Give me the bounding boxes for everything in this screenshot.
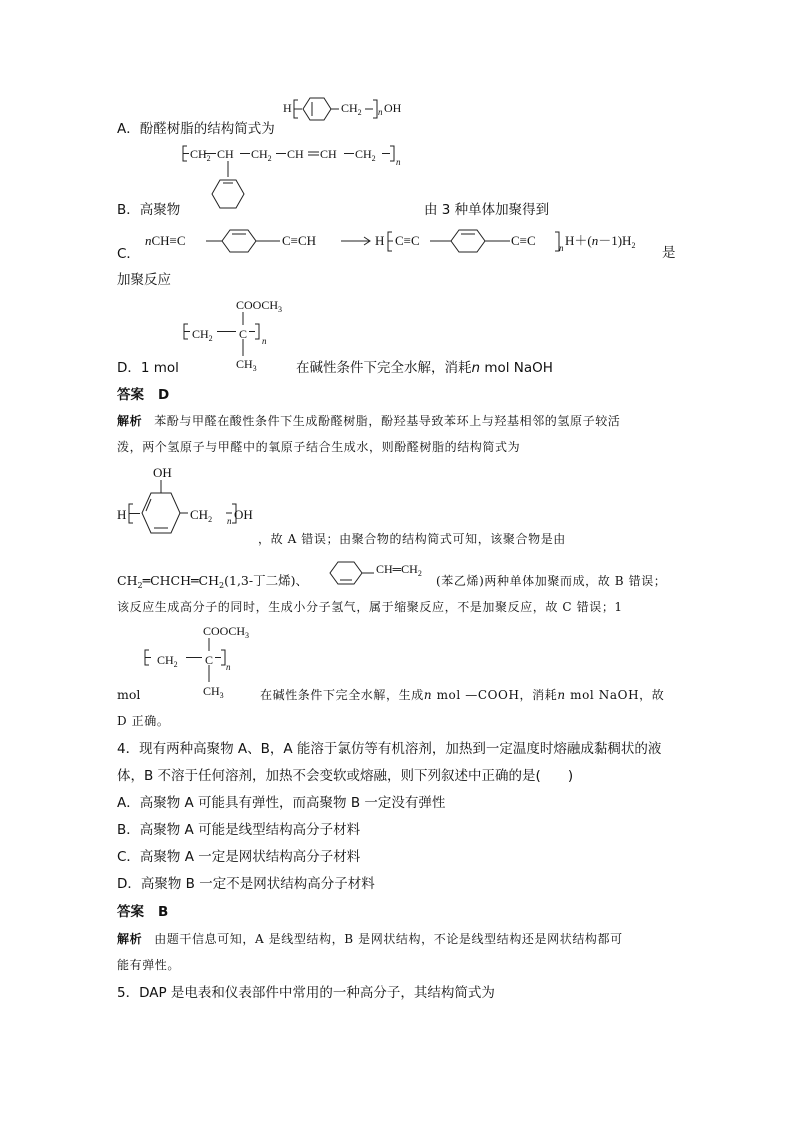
bd-name: (1,3-丁二烯)、	[224, 573, 308, 588]
q5-stem: 5．DAP 是电表和仪表部件中常用的一种高分子，其结构简式为	[117, 985, 495, 1001]
ch-text: CH	[341, 101, 358, 115]
b-chain	[190, 147, 211, 166]
h-text: H	[375, 233, 385, 248]
option-b-label: B．高聚物	[117, 202, 181, 218]
q4-stem-line2: 体，B 不溶于任何溶剂，加热不会变软或熔融，则下列叙述中正确的是( )	[117, 768, 574, 784]
ch-text: CH	[190, 147, 207, 161]
styrene-chain	[376, 562, 422, 581]
n-sub: n	[226, 662, 231, 672]
exp-oh-top: OH	[153, 465, 172, 480]
sub-two: 2	[371, 154, 376, 163]
c-right-text: C≡CH	[282, 233, 317, 248]
ch-text: CH	[217, 147, 234, 161]
c-right-text: C≡C	[511, 233, 536, 248]
n-coeff: n	[145, 233, 152, 248]
oh-text: OH	[384, 101, 402, 115]
line6b: mol —COOH，消耗	[432, 688, 558, 702]
q4-option-b: B．高聚物 A 可能是线型结构高分子材料	[117, 822, 361, 838]
c-left-text: C≡C	[395, 233, 420, 248]
formula-oh-a	[384, 101, 401, 115]
ch-text: CH	[203, 684, 220, 698]
answer-label: 答案	[117, 387, 144, 403]
option-d-tail	[296, 360, 553, 376]
c-text: C	[239, 327, 248, 341]
c-reactant-right	[282, 234, 316, 248]
ch-text: CH	[355, 147, 372, 161]
tail-n: n	[471, 360, 481, 376]
styrene-ch: CH═CH	[376, 562, 418, 576]
d-ch3	[236, 357, 257, 376]
exp2-ch2	[157, 653, 178, 672]
tail2: mol NaOH	[480, 360, 553, 376]
exp-oh: OH	[234, 507, 253, 522]
q4-stem-line1: 4．现有两种高聚物 A、B，A 能溶于氯仿等有机溶剂，加热到一定温度时熔融成黏稠状的液	[117, 741, 662, 757]
b-ch1	[217, 147, 234, 161]
exp-label: 解析	[117, 414, 143, 428]
answer-1	[117, 387, 169, 403]
line6-n1: n	[423, 688, 433, 702]
c-reactant-left	[145, 234, 186, 248]
explanation-1-line2: 泼，两个氢原子与甲醛中的氧原子结合生成水，则酚醛树脂的结构简式为	[117, 440, 521, 454]
option-b-tail: 由 3 种单体加聚得到	[424, 202, 550, 218]
option-d-label: D．1 mol	[117, 360, 179, 376]
explanation-1-line6	[260, 687, 664, 703]
sub-two: 2	[357, 108, 362, 117]
formula-n-a	[378, 104, 383, 119]
minus-text: －1)H	[598, 233, 632, 248]
n-sub: n	[559, 243, 564, 253]
sub-two: 2	[267, 154, 272, 163]
formula-h: H	[283, 101, 292, 115]
q4-option-c: C．高聚物 A 一定是网状结构高分子材料	[117, 849, 361, 865]
explanation-1-butadiene	[117, 573, 308, 594]
option-c-line2: 加聚反应	[117, 272, 171, 288]
c-product-right	[511, 234, 536, 248]
c-shi: 是	[662, 245, 676, 261]
exp-mol: mol	[117, 687, 141, 702]
exp2-ch3	[203, 684, 224, 703]
answer-label: 答案	[117, 904, 144, 920]
phenol-resin-formula-a	[283, 101, 292, 115]
answer-value: D	[158, 387, 170, 403]
explanation-4-line2: 能有弹性。	[117, 958, 181, 972]
sub-two: 2	[206, 154, 211, 163]
d-ch2	[192, 327, 213, 346]
exp2-c: C	[205, 653, 214, 667]
c-product-left	[395, 234, 420, 248]
line6c: mol NaOH，故	[565, 688, 665, 702]
n-sub: n	[378, 107, 383, 117]
ch-text: CH	[157, 653, 174, 667]
exp-ch2	[190, 508, 212, 527]
c-product-tail	[565, 234, 635, 253]
c-product-n	[559, 240, 564, 255]
sub-three: 3	[252, 364, 257, 373]
sub-two: 2	[208, 334, 213, 343]
line6-n2: n	[557, 688, 566, 702]
answer-4	[117, 904, 168, 920]
c-product-h	[375, 234, 384, 248]
cooch-text: COOCH	[203, 624, 246, 638]
q4-option-d: D．高聚物 B 一定不是网状结构高分子材料	[117, 876, 375, 892]
sub-two: 2	[173, 660, 178, 669]
c-left-text: CH≡C	[151, 233, 186, 248]
exp-h: H	[117, 507, 127, 522]
n-sub: n	[227, 516, 232, 526]
formula-ch2-a	[341, 101, 362, 120]
explanation-1-line5: 该反应生成高分子的同时，生成小分子氢气，属于缩聚反应，不是加聚反应，故 C 错误；1	[117, 600, 623, 614]
exp-n	[227, 513, 232, 528]
bd-ch: CH	[117, 573, 138, 588]
ch-text: CH	[190, 507, 209, 522]
styrene-ring	[330, 560, 380, 588]
b-ch3	[320, 147, 337, 161]
tail-text: H＋(	[565, 233, 592, 248]
d-c	[239, 327, 247, 341]
n-sub: n	[396, 157, 401, 167]
sub-three: 3	[278, 305, 283, 314]
explanation-1-line4-tail: (苯乙烯)两种单体加聚而成，故 B 错误；	[436, 574, 667, 588]
ch-text: CH	[287, 147, 304, 161]
b-ch2-2	[251, 147, 272, 166]
option-c-label: C．	[117, 246, 140, 262]
line6a: 在碱性条件下完全水解，生成	[260, 688, 424, 702]
cooch-text: COOCH	[236, 298, 279, 312]
exp-phenol-resin-structure	[128, 480, 248, 540]
explanation-4-line1	[117, 931, 623, 947]
bd-sub: 2	[137, 581, 143, 590]
bd-sub-b: 2	[219, 581, 225, 590]
exp-text: 苯酚与甲醛在酸性条件下生成酚醛树脂，酚羟基导致苯环上与羟基相邻的氢原子较活	[154, 414, 621, 428]
answer-value: B	[158, 904, 169, 920]
ch-text: CH	[251, 147, 268, 161]
bd-mid: ═CHCH═CH	[142, 573, 220, 588]
ch-text: CH	[320, 147, 337, 161]
sub-three: 3	[219, 691, 224, 700]
b-ch2	[287, 147, 304, 161]
n-text: n	[591, 233, 599, 248]
tail1: 在碱性条件下完全水解，消耗	[296, 360, 472, 376]
exp-text: 由题干信息可知，A 是线型结构，B 是网状结构，不论是线型结构还是网状结构都可	[154, 932, 623, 946]
ch-text: CH	[236, 357, 253, 371]
sub-two: 2	[208, 515, 213, 524]
option-a-text: A．酚醛树脂的结构简式为	[117, 121, 275, 137]
q4-option-a: A．高聚物 A 可能具有弹性，而高聚物 B 一定没有弹性	[117, 795, 446, 811]
explanation-1-line3: ，故 A 错误；由聚合物的结构简式可知，该聚合物是由	[258, 532, 566, 546]
exp-label: 解析	[117, 932, 143, 946]
b-n	[396, 154, 401, 169]
ch-text: CH	[192, 327, 209, 341]
explanation-1-line1	[117, 413, 620, 429]
sub-two: 2	[631, 241, 636, 250]
explanation-1-line7: D 正确。	[117, 714, 170, 728]
n-sub: n	[262, 336, 267, 346]
sub-three: 3	[245, 631, 250, 640]
exp2-n	[226, 659, 231, 674]
b-ch2-3	[355, 147, 376, 166]
d-n	[262, 333, 267, 348]
styrene-sub: 2	[417, 569, 422, 578]
